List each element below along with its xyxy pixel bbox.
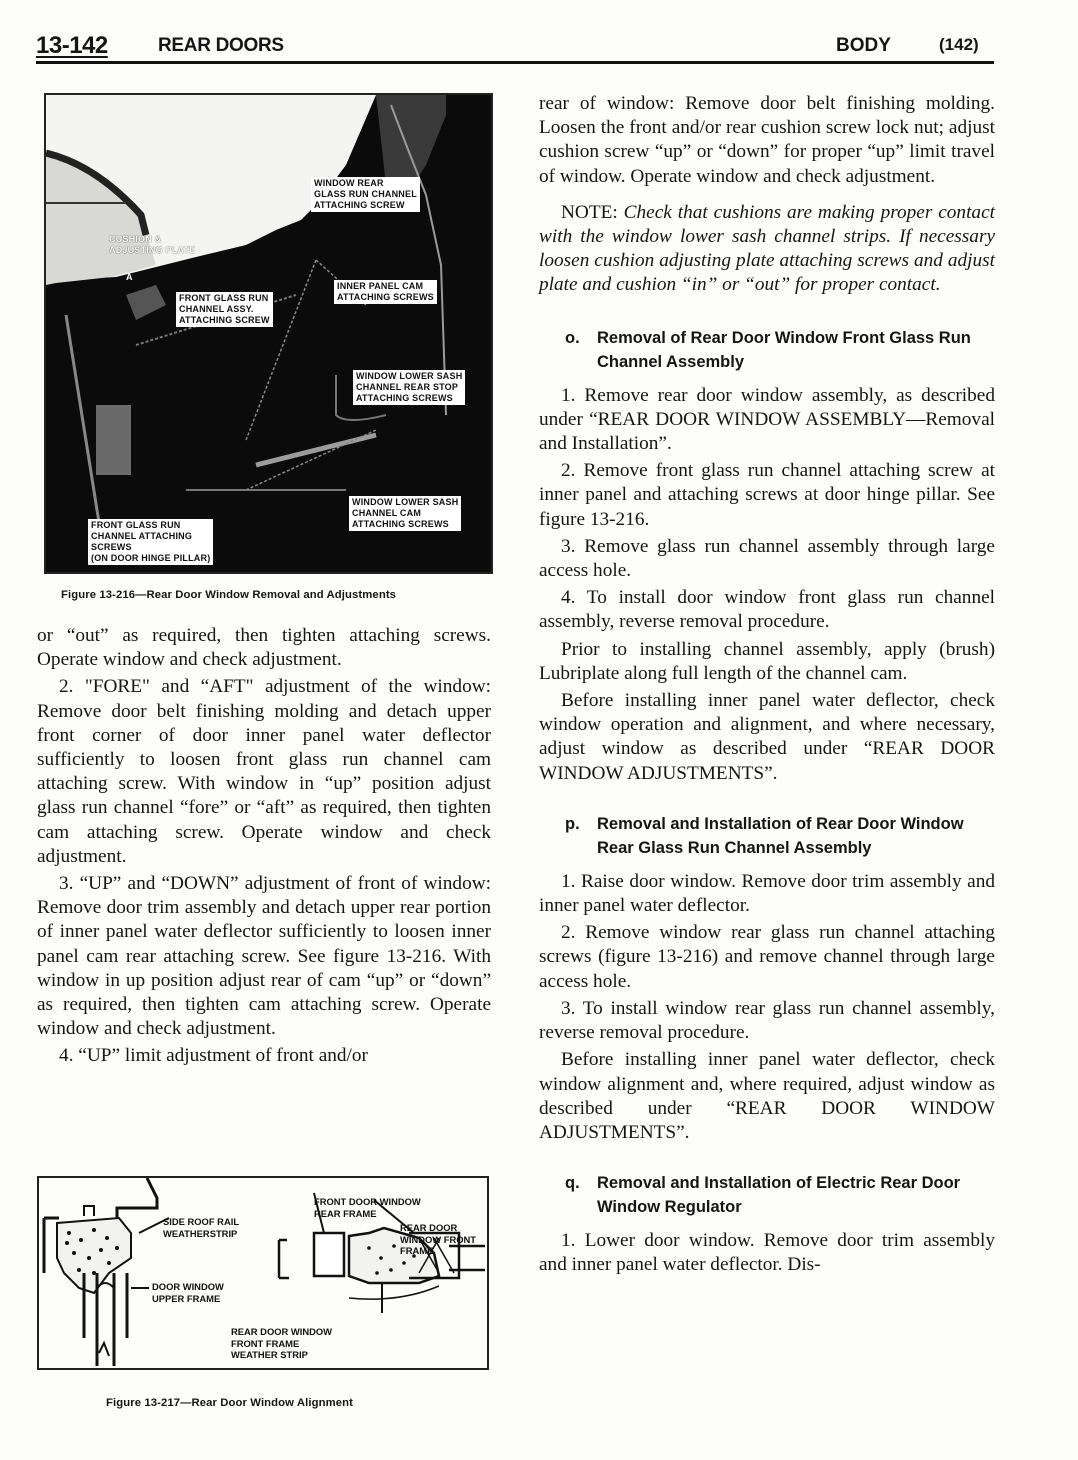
step: 3. To install window rear glass run channel assembly, reverse removal procedure. bbox=[539, 997, 995, 1044]
section-letter: o. bbox=[565, 328, 580, 347]
step: 1. Raise door window. Remove door trim assembly and inner panel water deflector. bbox=[539, 870, 995, 917]
label-rear-door-front-frame: REAR DOOR WINDOW FRONT FRAME bbox=[400, 1222, 477, 1256]
sash-channel bbox=[256, 435, 376, 465]
callout-inner-panel-cam: INNER PANEL CAM ATTACHING SCREWS bbox=[334, 280, 437, 304]
paragraph: or “out” as required, then tighten attaching screws. Operate window and check adjustment. bbox=[37, 625, 491, 671]
paragraph: 2. "FORE" and “AFT" adjustment of the window: Remove door belt finishing molding and detach upper front corner of door inner panel water deflector sufficiently to loosen front glass run channel cam attaching screw. With window in “up” position adjust glass run channel “fore” or “aft” as required, then tighten cam attaching screw. Operate window and check adjustment. bbox=[37, 676, 491, 867]
chapter-title: BODY bbox=[836, 35, 891, 56]
note-label: NOTE: bbox=[561, 201, 618, 223]
section-title: REAR DOORS bbox=[158, 35, 284, 56]
right-column-text bbox=[539, 92, 995, 1281]
glass-left bbox=[279, 1240, 289, 1278]
callout-rear-glass-run: WINDOW REAR GLASS RUN CHANNEL ATTACHING SCREW bbox=[311, 177, 420, 212]
section-letter: p. bbox=[565, 814, 580, 833]
callout-front-glass-run-assy: FRONT GLASS RUN CHANNEL ASSY. ATTACHING SCREW bbox=[176, 292, 273, 327]
section-p-heading bbox=[565, 812, 995, 860]
step: Before installing inner panel water deflector, check window operation and alignment, and where necessary, adjust window as described under “REAR DOOR WINDOW ADJUSTMENTS”. bbox=[539, 690, 995, 784]
section-letter: q. bbox=[565, 1174, 580, 1193]
paragraph: 3. “UP” and “DOWN” adjustment of front of window: Remove door trim assembly and detach upper rear portion of inner panel water deflector sufficiently to loosen inner panel cam rear attaching screw. See figure 13-216. With window in up position adjust rear of cam “up” or “down” as required, then tighten cam attaching screw. Operate window and check adjustment. bbox=[37, 873, 491, 1040]
note-text: Check that cushions are making proper contact with the window lower sash channel strips. If necessary loosen cushion adjusting plate attaching screws and adjust plate and cushion “in” or “out” for proper contact. bbox=[539, 201, 995, 296]
label-front-door-rear-frame: FRONT DOOR WINDOW REAR FRAME bbox=[314, 1196, 421, 1219]
note-paragraph bbox=[539, 201, 995, 298]
step: 2. Remove front glass run channel attaching screw at inner panel and attaching screws at door hinge pillar. See figure 13-216. bbox=[539, 460, 995, 530]
step: 2. Remove window rear glass run channel attaching screws (figure 13-216) and remove channel through large access hole. bbox=[539, 922, 995, 992]
cushion-plate bbox=[126, 285, 166, 320]
figure-13-217-diagram bbox=[37, 1176, 489, 1370]
hinge-pillar bbox=[66, 315, 101, 535]
paragraph: 4. “UP” limit adjustment of front and/or bbox=[59, 1045, 368, 1067]
page-header bbox=[36, 32, 994, 62]
front-channel-bracket bbox=[96, 405, 131, 475]
callout-cushion: CUSHION & ADJUSTING PLATE bbox=[109, 234, 196, 255]
step: 3. Remove glass run channel assembly through large access hole. bbox=[539, 535, 995, 582]
step: 4. To install door window front glass run channel assembly, reverse removal procedure. bbox=[539, 587, 995, 633]
step: 1. Remove rear door window assembly, as described under “REAR DOOR WINDOW ASSEMBLY—Removal and Installation”. bbox=[539, 384, 995, 455]
section-o-heading bbox=[565, 326, 995, 374]
page-number: 13-142 bbox=[36, 32, 108, 59]
label-weather-strip: REAR DOOR WINDOW FRONT FRAME WEATHER STRIP bbox=[231, 1326, 333, 1360]
callout-lower-sash-cam: WINDOW LOWER SASH CHANNEL CAM ATTACHING SCREWS bbox=[349, 496, 461, 531]
section-title: Removal and Installation of Electric Rear Door Window Regulator bbox=[597, 1174, 961, 1217]
left-column-text bbox=[37, 624, 491, 1072]
figure-13-216-caption: Figure 13-216—Rear Door Window Removal and Adjustments bbox=[61, 589, 397, 601]
leader-line-5 bbox=[246, 430, 376, 490]
paragraph: rear of window: Remove door belt finishing molding. Loosen the front and/or rear cushion screw lock nut; adjust cushion screw “up” or “down” for proper “up” limit travel of window. Operate window and check adjustment. bbox=[539, 93, 995, 187]
figure-13-217-caption: Figure 13-217—Rear Door Window Alignment bbox=[106, 1397, 354, 1409]
glass-break bbox=[99, 1343, 109, 1356]
step: 1. Lower door window. Remove door trim assembly and inner panel water deflector. Dis- bbox=[539, 1230, 995, 1276]
strip-edge bbox=[349, 1286, 439, 1299]
label-side-roof-rail: SIDE ROOF RAIL WEATHERSTRIP bbox=[163, 1216, 240, 1239]
retainer bbox=[84, 1206, 94, 1216]
figure-13-216-photo bbox=[44, 93, 493, 574]
callout-lower-sash-rear-stop: WINDOW LOWER SASH CHANNEL REAR STOP ATTACHING SCREWS bbox=[353, 370, 465, 405]
callout-front-glass-run-pillar: FRONT GLASS RUN CHANNEL ATTACHING SCREWS (ON DOOR HINGE PILLAR) bbox=[88, 519, 213, 565]
label-door-window-upper: DOOR WINDOW UPPER FRAME bbox=[152, 1281, 224, 1304]
marker-a: A bbox=[126, 272, 133, 282]
front-door-rear-frame bbox=[314, 1233, 344, 1276]
header-rule bbox=[36, 61, 994, 64]
section-title: Removal of Rear Door Window Front Glass Run Channel Assembly bbox=[597, 328, 971, 371]
step: Prior to installing channel assembly, apply (brush) Lubriplate along full length of the channel cam. bbox=[539, 638, 995, 684]
step: Before installing inner panel water deflector, check window alignment and, where required, adjust window as described under “REAR DOOR WINDOW ADJUSTMENTS”. bbox=[539, 1049, 995, 1143]
section-title: Removal and Installation of Rear Door Window Rear Glass Run Channel Assembly bbox=[597, 814, 964, 857]
leader-line-2 bbox=[246, 260, 316, 440]
section-q-heading bbox=[565, 1171, 995, 1219]
sequence-number: (142) bbox=[939, 35, 979, 54]
